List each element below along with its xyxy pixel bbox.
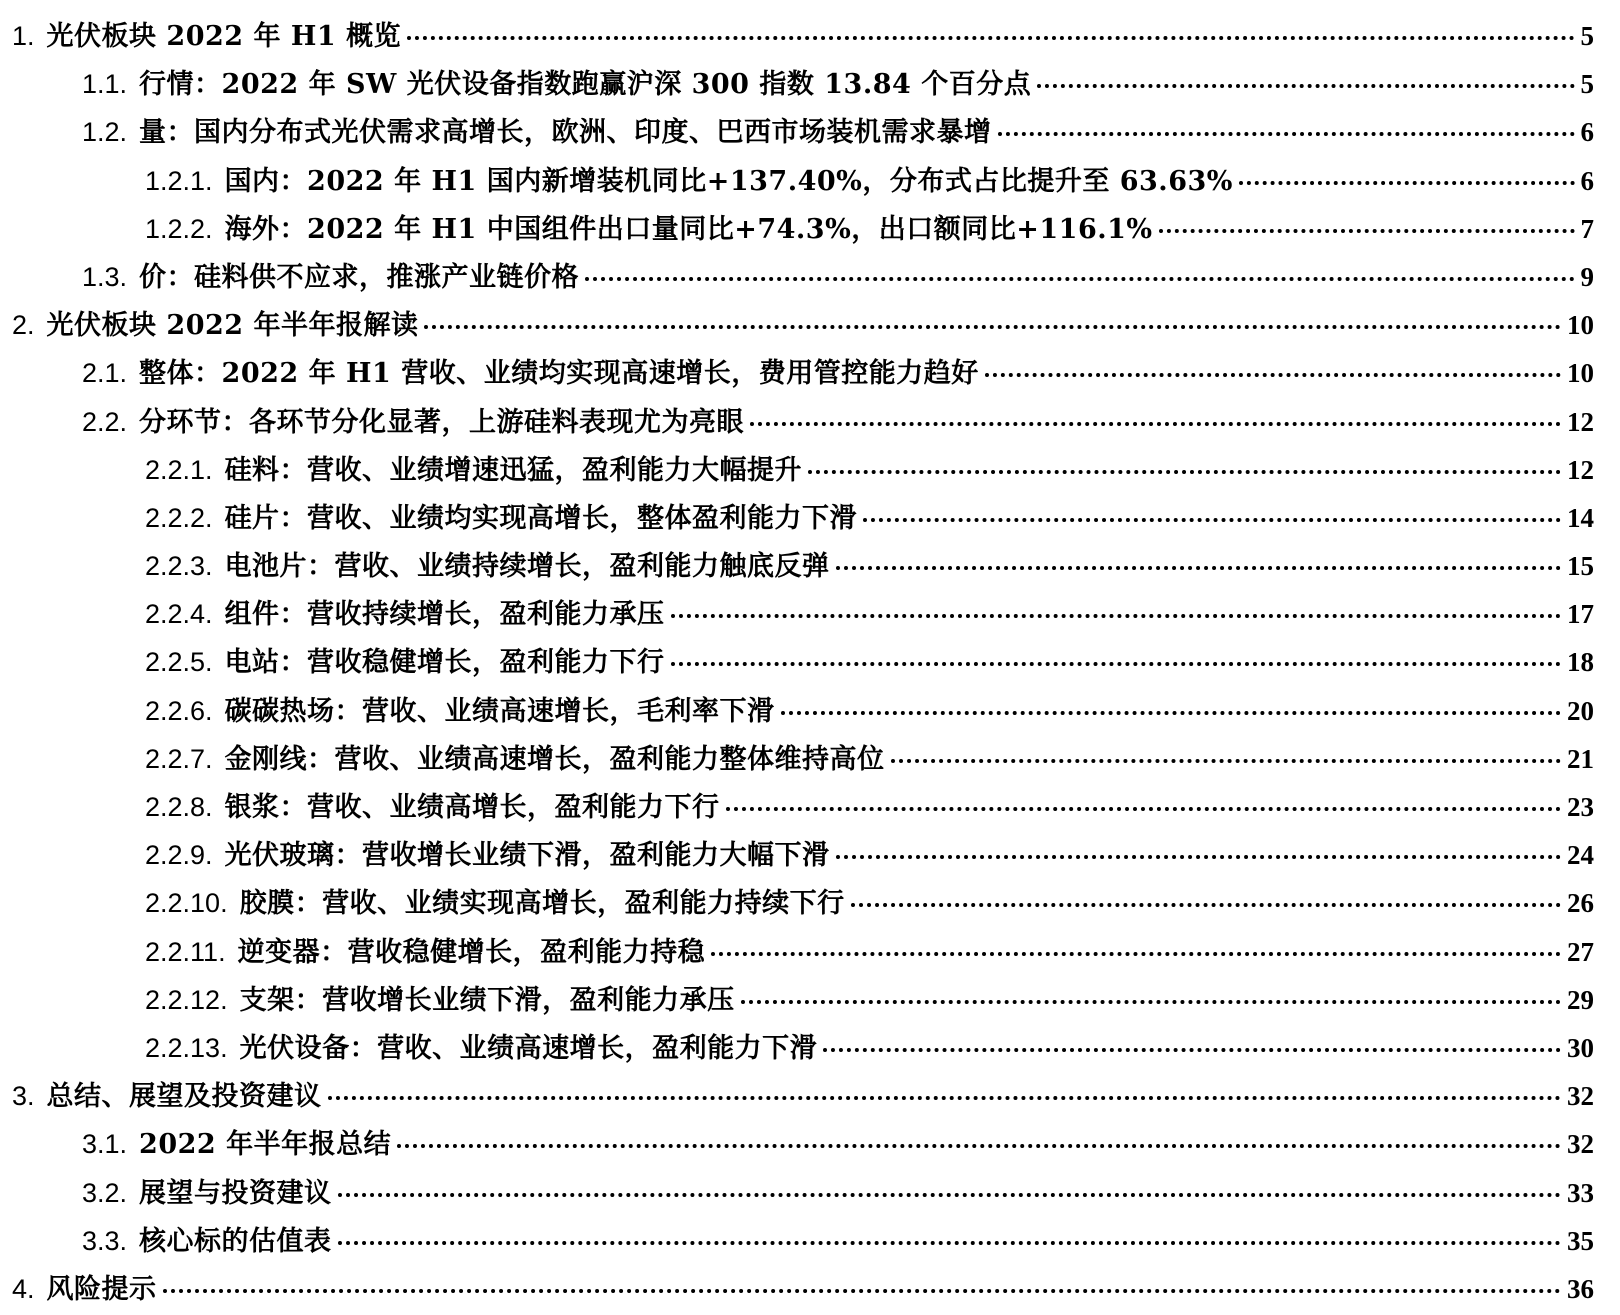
toc-entry-number: 2.2.4. [145, 599, 213, 630]
toc-entry-page-number[interactable]: 18 [1567, 647, 1594, 678]
toc-entry-page-number[interactable]: 35 [1567, 1225, 1594, 1256]
toc-entry-number: 1.2.2. [145, 213, 213, 244]
toc-entry[interactable] [0, 1026, 1594, 1074]
toc-entry-number: 1. [12, 21, 35, 51]
toc-entry-title[interactable]: 光伏设备：营收、业绩高速增长，盈利能力下滑 [239, 1032, 818, 1064]
toc-entry[interactable] [0, 592, 1594, 640]
toc-entry-title[interactable]: 国内：2022 年 H1 国内新增装机同比+137.40%，分布式占比提升至 63.63% [224, 165, 1233, 197]
toc-entry[interactable] [0, 400, 1594, 448]
toc-dot-leader [671, 662, 1561, 666]
toc-entry-title[interactable]: 胶膜：营收、业绩实现高增长，盈利能力持续下行 [239, 888, 845, 920]
toc-entry[interactable] [0, 303, 1594, 351]
toc-dot-leader [985, 373, 1561, 377]
toc-entry-title[interactable]: 整体：2022 年 H1 营收、业绩均实现高速增长，费用管控能力趋好 [139, 358, 979, 390]
toc-dot-leader [1159, 229, 1575, 233]
toc-entry-number: 2.2.8. [145, 792, 213, 822]
toc-entry-page-number[interactable]: 7 [1580, 213, 1594, 244]
toc-entry-title[interactable]: 光伏板块 2022 年 H1 概览 [46, 21, 402, 52]
toc-entry-page-number[interactable]: 36 [1567, 1273, 1594, 1304]
toc-entry[interactable] [0, 737, 1594, 785]
toc-entry-title[interactable]: 展望与投资建议 [139, 1177, 332, 1209]
toc-dot-leader [163, 1289, 1561, 1293]
toc-entry-page-number[interactable]: 9 [1580, 261, 1594, 292]
toc-entry[interactable] [0, 159, 1594, 207]
toc-entry[interactable] [0, 448, 1594, 496]
toc-entry-page-number[interactable]: 10 [1567, 358, 1594, 389]
toc-entry-number: 1.2.1. [145, 165, 213, 196]
toc-entry[interactable] [0, 351, 1594, 399]
toc-entry[interactable] [0, 1219, 1594, 1267]
toc-entry-number: 2.2.12. [145, 984, 228, 1015]
table-of-contents [0, 14, 1594, 1315]
toc-dot-leader [407, 36, 1574, 40]
toc-dot-leader [338, 1193, 1561, 1197]
toc-entry-page-number[interactable]: 32 [1567, 1129, 1594, 1160]
toc-dot-leader [711, 952, 1561, 956]
toc-entry-page-number[interactable]: 24 [1567, 840, 1594, 871]
toc-entry-number: 3.1. [82, 1129, 128, 1160]
toc-entry-number: 2.2.6. [145, 695, 213, 726]
toc-entry-page-number[interactable]: 15 [1567, 551, 1594, 582]
toc-entry-page-number[interactable]: 26 [1567, 888, 1594, 919]
toc-dot-leader [750, 422, 1561, 426]
toc-entry[interactable] [0, 930, 1594, 978]
toc-entry-number: 2.2.3. [145, 551, 213, 582]
toc-dot-leader [328, 1096, 1561, 1100]
toc-entry-page-number[interactable]: 23 [1567, 792, 1594, 822]
toc-entry-title[interactable]: 总结、展望及投资建议 [46, 1081, 322, 1113]
toc-entry-title[interactable]: 银浆：营收、业绩高增长，盈利能力下行 [224, 792, 720, 823]
toc-entry-page-number[interactable]: 20 [1567, 695, 1594, 726]
toc-entry-title[interactable]: 2022 年半年报总结 [139, 1129, 392, 1161]
toc-entry-number: 2.2. [82, 406, 128, 437]
toc-entry-page-number[interactable]: 21 [1567, 743, 1594, 774]
toc-entry[interactable] [0, 785, 1594, 833]
toc-entry[interactable] [0, 255, 1594, 303]
toc-entry-page-number[interactable]: 5 [1580, 69, 1594, 100]
toc-entry[interactable] [0, 1074, 1594, 1122]
toc-entry-number: 2.2.13. [145, 1032, 228, 1063]
toc-entry-title[interactable]: 电池片：营收、业绩持续增长，盈利能力触底反弹 [224, 551, 830, 583]
toc-entry-number: 3. [12, 1081, 35, 1112]
toc-entry-title[interactable]: 行情：2022 年 SW 光伏设备指数跑赢沪深 300 指数 13.84 个百分点 [139, 69, 1032, 101]
toc-dot-leader [998, 132, 1575, 136]
toc-dot-leader [1037, 84, 1574, 88]
toc-entry-number: 2.1. [82, 358, 128, 389]
toc-entry[interactable] [0, 110, 1594, 158]
toc-entry-title[interactable]: 支架：营收增长业绩下滑，盈利能力承压 [239, 984, 735, 1016]
toc-dot-leader [1239, 181, 1575, 185]
toc-entry[interactable] [0, 640, 1594, 688]
toc-entry-title[interactable]: 硅片：营收、业绩均实现高增长，整体盈利能力下滑 [224, 502, 858, 534]
toc-entry-page-number[interactable]: 6 [1580, 117, 1594, 148]
toc-entry-title[interactable]: 光伏玻璃：营收增长业绩下滑，盈利能力大幅下滑 [224, 840, 830, 872]
toc-entry[interactable] [0, 978, 1594, 1026]
toc-entry-page-number[interactable]: 10 [1567, 310, 1594, 341]
toc-entry-title[interactable]: 价：硅料供不应求，推涨产业链价格 [139, 261, 580, 293]
toc-entry-title[interactable]: 核心标的估值表 [139, 1225, 332, 1257]
toc-dot-leader [338, 1241, 1561, 1245]
toc-entry[interactable] [0, 496, 1594, 544]
toc-entry-number: 2.2.9. [145, 840, 213, 871]
toc-entry[interactable] [0, 1267, 1594, 1315]
toc-entry-title[interactable]: 逆变器：营收稳健增长，盈利能力持稳 [237, 936, 706, 968]
toc-entry-page-number[interactable]: 32 [1567, 1081, 1594, 1112]
toc-entry-number: 2.2.1. [145, 454, 213, 485]
toc-dot-leader [424, 325, 1561, 329]
toc-entry-title[interactable]: 量：国内分布式光伏需求高增长，欧洲、印度、巴西市场装机需求暴增 [139, 117, 992, 149]
toc-entry-page-number[interactable]: 29 [1567, 984, 1594, 1015]
toc-dot-leader [891, 759, 1561, 763]
toc-entry-page-number[interactable]: 17 [1567, 599, 1594, 630]
toc-entry-number: 2.2.5. [145, 647, 213, 678]
toc-entry-number: 1.2. [82, 117, 128, 148]
toc-entry-number: 2.2.10. [145, 888, 228, 919]
toc-dot-leader [397, 1144, 1561, 1148]
toc-entry[interactable] [0, 14, 1594, 62]
toc-entry-number: 2.2.11. [145, 936, 226, 967]
toc-entry-number: 2.2.7. [145, 743, 213, 774]
toc-entry-title[interactable]: 光伏板块 2022 年半年报解读 [46, 310, 419, 342]
toc-entry-page-number[interactable]: 30 [1567, 1032, 1594, 1063]
toc-entry-title[interactable]: 硅料：营收、业绩增速迅猛，盈利能力大幅提升 [224, 454, 803, 486]
toc-entry[interactable] [0, 1171, 1594, 1219]
toc-entry-page-number[interactable]: 14 [1567, 502, 1594, 533]
toc-entry-page-number[interactable]: 33 [1567, 1177, 1594, 1208]
toc-entry-number: 3.3. [82, 1225, 128, 1256]
toc-entry-title[interactable]: 碳碳热场：营收、业绩高速增长，毛利率下滑 [224, 695, 775, 727]
toc-entry-title[interactable]: 海外：2022 年 H1 中国组件出口量同比+74.3%，出口额同比+116.1% [224, 213, 1153, 245]
toc-entry[interactable] [0, 62, 1594, 110]
toc-dot-leader [823, 1048, 1561, 1052]
toc-entry-number: 1.3. [82, 261, 128, 292]
toc-dot-leader [741, 1000, 1561, 1004]
toc-entry[interactable] [0, 881, 1594, 929]
toc-entry-number: 2.2.2. [145, 502, 213, 533]
toc-entry-page-number[interactable]: 12 [1567, 406, 1594, 437]
toc-dot-leader [726, 807, 1561, 811]
toc-dot-leader [836, 855, 1561, 859]
toc-entry[interactable] [0, 1122, 1594, 1170]
toc-dot-leader [781, 711, 1561, 715]
toc-entry-number: 1.1. [82, 69, 128, 100]
toc-dot-leader [836, 566, 1561, 570]
toc-entry-title[interactable]: 组件：营收持续增长，盈利能力承压 [224, 599, 665, 631]
toc-dot-leader [585, 277, 1574, 281]
toc-dot-leader [671, 614, 1561, 618]
toc-dot-leader [808, 470, 1561, 474]
toc-dot-leader [863, 518, 1561, 522]
toc-entry-number: 3.2. [82, 1177, 128, 1208]
toc-entry-number: 4. [12, 1273, 35, 1304]
toc-entry-page-number[interactable]: 6 [1580, 165, 1594, 196]
toc-entry-title[interactable]: 风险提示 [46, 1273, 157, 1305]
toc-entry[interactable] [0, 833, 1594, 881]
toc-entry[interactable] [0, 544, 1594, 592]
toc-entry[interactable] [0, 689, 1594, 737]
toc-entry-number: 2. [12, 310, 35, 341]
toc-entry[interactable] [0, 207, 1594, 255]
toc-entry-title[interactable]: 分环节：各环节分化显著，上游硅料表现尤为亮眼 [139, 406, 745, 438]
toc-entry-page-number[interactable]: 12 [1567, 454, 1594, 485]
toc-dot-leader [851, 903, 1561, 907]
toc-entry-page-number[interactable]: 5 [1580, 21, 1594, 51]
toc-entry-title[interactable]: 电站：营收稳健增长，盈利能力下行 [224, 647, 665, 679]
toc-entry-page-number[interactable]: 27 [1567, 936, 1594, 967]
toc-entry-title[interactable]: 金刚线：营收、业绩高速增长，盈利能力整体维持高位 [224, 743, 885, 775]
